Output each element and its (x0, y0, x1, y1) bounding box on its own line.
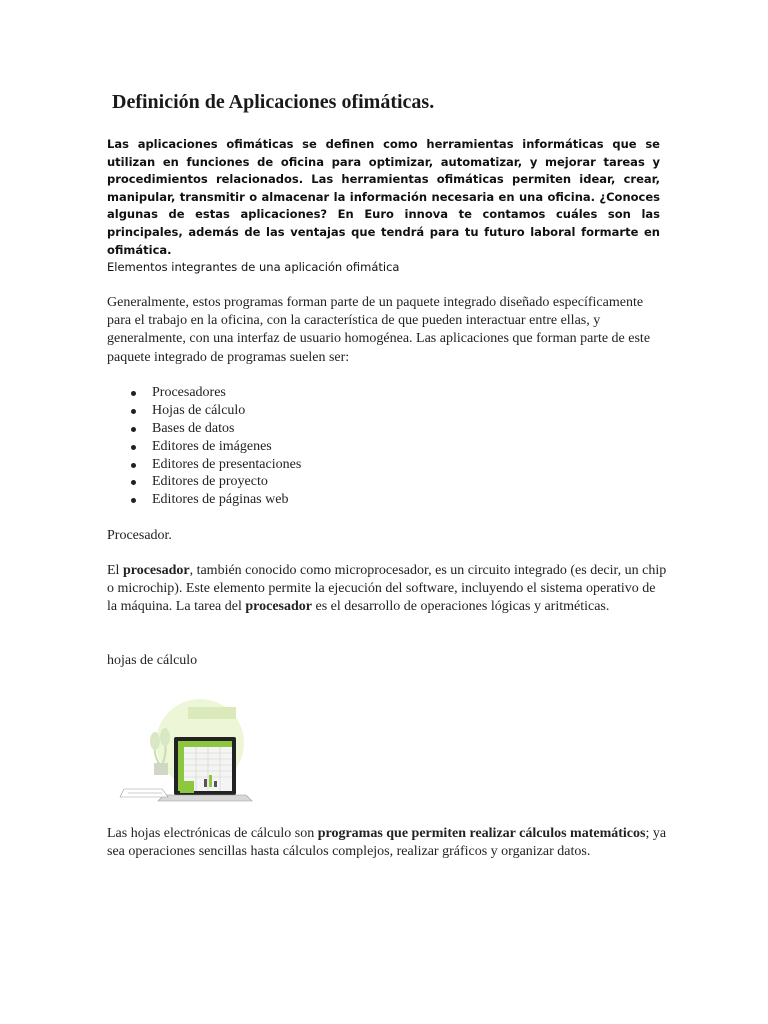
list-item: Editores de presentaciones (107, 456, 507, 474)
list-item: Editores de páginas web (107, 491, 507, 509)
text-run: Las hojas electrónicas de cálculo son (107, 826, 318, 841)
list-item: Editores de imágenes (107, 438, 507, 456)
text-run: El (107, 563, 123, 578)
list-item: Editores de proyecto (107, 473, 507, 491)
list-item: Procesadores (107, 384, 507, 402)
list-item: Hojas de cálculo (107, 402, 507, 420)
text-run: es el desarrollo de operaciones lógicas y aritméticas. (312, 599, 610, 615)
body-paragraph-general: Generalmente, estos programas forman parte de un paquete integrado diseñado específicamente para el trabajo en la oficina, con la característica de que pueden interactuar entre ellas, y generalmente, con una interfaz de usuario homogénea. Las aplicaciones que forman parte de este paquete integrado de programas suelen ser: (107, 295, 651, 365)
section-label-procesador: Procesador. (107, 528, 172, 543)
body-paragraph-hojas (107, 825, 667, 861)
text-run: ; ya sea operaciones sencillas hasta cálculos complejos, realizar gráficos y organizar datos. (107, 826, 667, 860)
applications-list (107, 384, 507, 509)
text-run: , también conocido como microprocesador, es un circuito integrado (es decir, un chip o microchip). Este elemento permite la ejecución del software, incluyendo el sistema operativo de la máquina. La tarea del (107, 563, 667, 615)
list-item: Bases de datos (107, 420, 507, 438)
bold-term: programas que permiten realizar cálculos matemáticos (317, 826, 646, 841)
bold-term: procesador (245, 599, 312, 615)
intro-paragraph: Las aplicaciones ofimáticas se definen como herramientas informáticas que se utilizan en funciones de oficina para optimizar, automatizar, y mejorar tareas y procedimientos relacionados. Las herramientas ofimáticas permiten idear, crear, manipular, transmitir o almacenar la información necesaria en una oficina. ¿Conoces algunas de estas aplicaciones? En Euro innova te contamos cuáles son las principales, además de las ventajas que tendrá para tu futuro laboral formarte en ofimática. (107, 137, 660, 257)
body-paragraph-procesador (107, 562, 667, 617)
section-label-hojas: hojas de cálculo (107, 653, 198, 668)
section-heading-elementos: Elementos integrantes de una aplicación ofimática (107, 260, 400, 274)
bold-term: procesador (122, 563, 190, 578)
page-title: Definición de Aplicaciones ofimáticas. (112, 91, 435, 113)
spreadsheet-laptop-illustration (118, 697, 253, 803)
